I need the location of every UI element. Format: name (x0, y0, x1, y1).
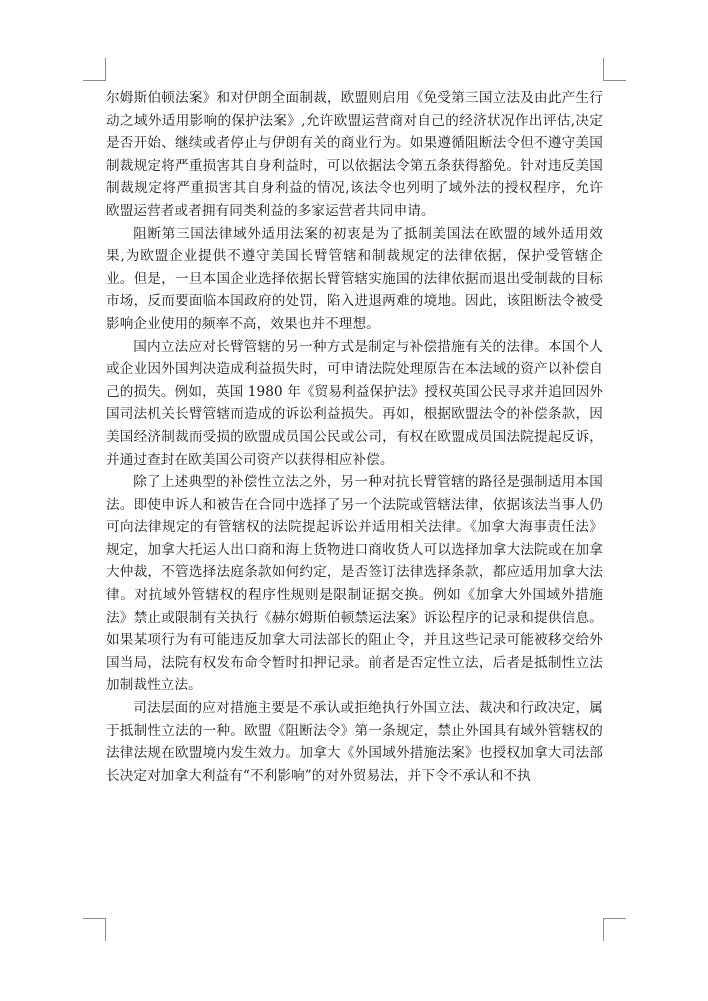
crop-mark-bottom-right (603, 918, 626, 941)
crop-mark-top-left (83, 58, 106, 81)
paragraph-2: 阻断第三国法律域外适用法案的初衷是为了抵制美国法在欧盟的域外适用效果,为欧盟企业提供不遵守美国长臂管辖和制裁规定的法律依据，保护受管辖企业。但是，一旦本国企业选择依据长臂管辖实施国的法律依据而退出受制裁的目标市场，反而要面临本国政府的处罚，陷入进退两难的境地。因此，该阻断法令被受影响企业使用的频率不高，效果也并不理想。 (106, 225, 603, 332)
crop-mark-bottom-left (83, 918, 106, 941)
body-text (106, 87, 603, 787)
paragraph-3: 国内立法应对长臂管辖的另一种方式是制定与补偿措施有关的法律。本国个人或企业因外国判决造成利益损失时，可申请法院处理原告在本法域的资产以补偿自己的损失。例如，英国 1980 年《贸易利益保护法》授权英国公民寻求并追回因外国司法机关长臂管辖而造成的诉讼利益损失。再如，根据欧盟法令的补偿条款，因美国经济制裁而受损的欧盟成员国公民或公司，有权在欧盟成员国法院提起反诉，并通过查封在欧美国公司资产以获得相应补偿。 (106, 338, 603, 468)
paragraph-5: 司法层面的应对措施主要是不承认或拒绝执行外国立法、裁决和行政决定，属于抵制性立法的一种。欧盟《阻断法令》第一条规定，禁止外国具有域外管辖权的法律法规在欧盟境内发生效力。加拿大《外国域外措施法案》也授权加拿大司法部长决定对加拿大利益有“不利影响”的对外贸易法，并下令不承认和不执 (106, 700, 603, 784)
paragraph-4: 除了上述典型的补偿性立法之外，另一种对抗长臂管辖的路径是强制适用本国法。即使申诉人和被告在合同中选择了另一个法院或管辖法律，依据该法当事人仍可向法律规定的有管辖权的法院提起诉讼并适用相关法律。《加拿大海事责任法》规定，加拿大托运人出口商和海上货物进口商收货人可以选择加拿大法院或在加拿大仲裁，不管选择法庭条款如何约定，是否签订法律选择条款，都应适用加拿大法律。对抗域外管辖权的程序性规则是限制证据交换。例如《加拿大外国域外措施法》禁止或限制有关执行《赫尔姆斯伯顿禁运法案》诉讼程序的记录和提供信息。如果某项行为有可能违反加拿大司法部长的阻止令，并且这些记录可能被移交给外国当局，法院有权发布命令暂时扣押记录。前者是否定性立法，后者是抵制性立法加制裁性立法。 (106, 474, 603, 694)
crop-mark-top-right (603, 58, 626, 81)
paragraph-1: 尔姆斯伯顿法案》和对伊朗全面制裁，欧盟则启用《免受第三国立法及由此产生行动之域外适用影响的保护法案》,允许欧盟运营商对自己的经济状况作出评估,决定是否开始、继续或者停止与伊朗有关的商业行为。如果遵循阻断法令但不遵守美国制裁规定将严重损害其自身利益时，可以依据法令第五条获得豁免。针对违反美国制裁规定将严重损害其自身利益的情况,该法令也列明了域外法的授权程序，允许欧盟运营者或者拥有同类利益的多家运营者共同申请。 (106, 90, 603, 219)
